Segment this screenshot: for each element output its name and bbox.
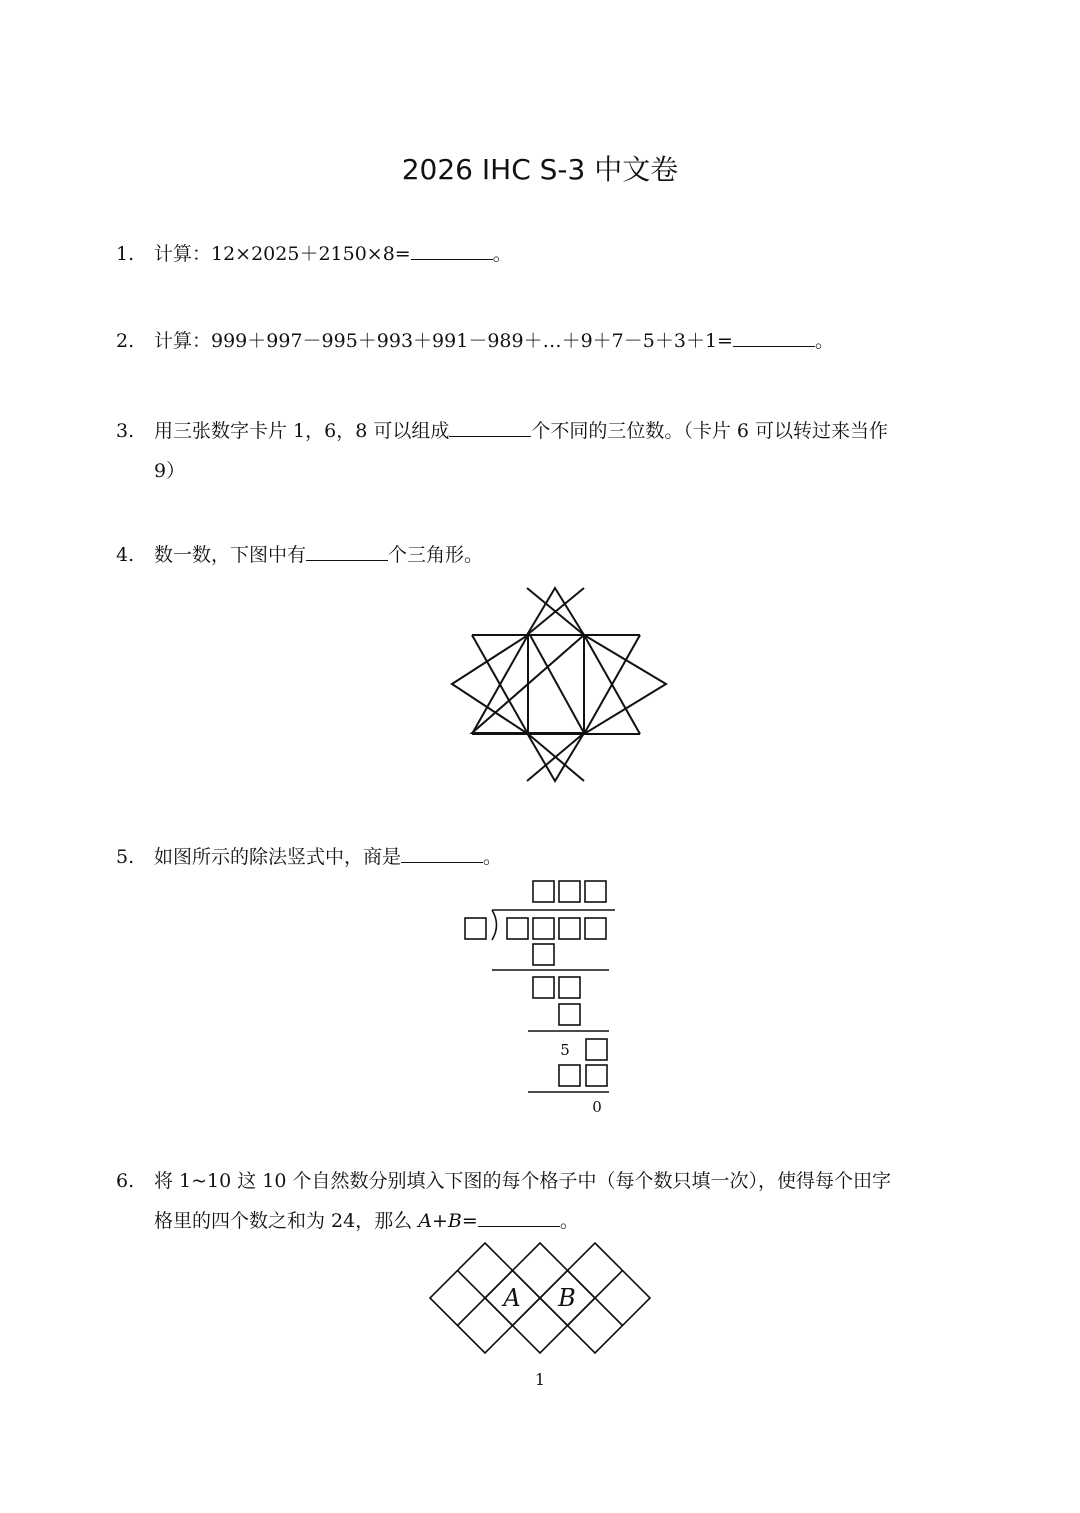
question-number: 1. — [116, 243, 135, 265]
question-text-end: 。 — [559, 1210, 579, 1232]
question-2 — [116, 321, 976, 361]
question-number: 3. — [116, 420, 135, 442]
variable-b: B — [447, 1210, 462, 1232]
variable-a: A — [418, 1210, 432, 1232]
question-text: 用三张数字卡片 1，6，8 可以组成 — [154, 420, 450, 442]
equals-sign: = — [461, 1210, 478, 1232]
question-number: 2. — [116, 330, 135, 352]
question-text-end: 。 — [814, 330, 834, 352]
page-title: 2026 IHC S-3 中文卷 — [401, 153, 679, 186]
question-text-line2: 9） — [154, 460, 186, 482]
division-remainder: 0 — [592, 1098, 602, 1116]
answer-blank[interactable] — [411, 237, 493, 260]
question-text-end: 。 — [492, 243, 512, 265]
question-text: 数一数，下图中有 — [154, 544, 307, 566]
question-6 — [116, 1161, 976, 1241]
page-number: 1 — [534, 1370, 546, 1389]
question-text-end: 个三角形。 — [388, 544, 484, 566]
question-3 — [116, 411, 976, 491]
question-5 — [116, 837, 976, 877]
question-number: 4. — [116, 544, 135, 566]
diamond-grid-figure — [420, 1235, 660, 1365]
question-number: 6. — [116, 1170, 135, 1192]
question-text-line2: 格里的四个数之和为 24，那么 — [154, 1210, 419, 1232]
question-number: 5. — [116, 846, 135, 868]
question-text-end: 个不同的三位数。（卡片 6 可以转过来当作 — [531, 420, 889, 442]
triangles-figure — [440, 580, 680, 790]
question-text: 计算：999＋997－995＋993＋991－989＋…＋9＋7－5＋3＋1= — [154, 330, 733, 352]
grid-label-b: B — [558, 1284, 576, 1312]
answer-blank[interactable] — [733, 324, 815, 347]
question-text-end: 。 — [483, 846, 503, 868]
plus-sign: + — [432, 1210, 448, 1232]
question-text: 将 1~10 这 10 个自然数分别填入下图的每个格子中（每个数只填一次），使得每个田字 — [154, 1170, 892, 1192]
answer-blank[interactable] — [449, 414, 531, 437]
question-text: 计算：12×2025＋2150×8= — [154, 243, 411, 265]
division-digit-5: 5 — [560, 1041, 570, 1059]
division-figure — [455, 872, 625, 1122]
answer-blank[interactable] — [401, 840, 483, 863]
question-1 — [116, 234, 976, 274]
question-4 — [116, 535, 976, 575]
grid-label-a: A — [503, 1284, 521, 1312]
answer-blank[interactable] — [306, 538, 388, 561]
question-text: 如图所示的除法竖式中，商是 — [154, 846, 402, 868]
answer-blank[interactable] — [478, 1204, 560, 1227]
